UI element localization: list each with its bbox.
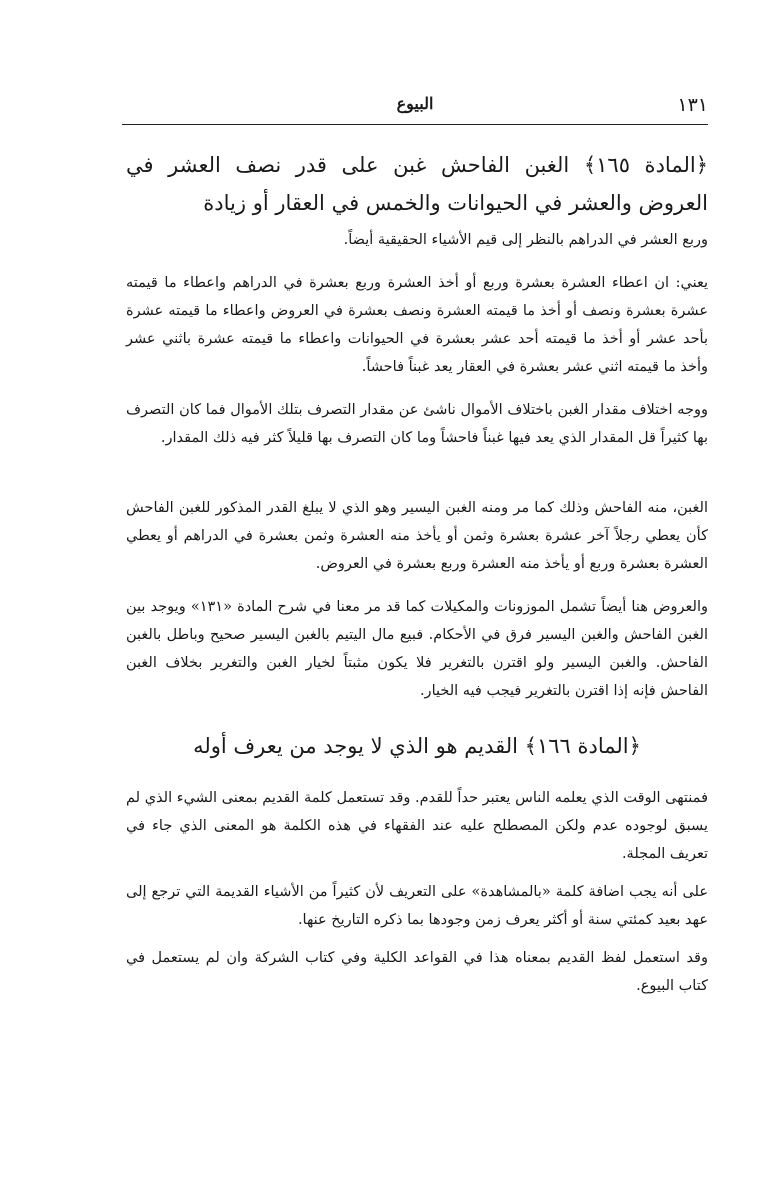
article-166-paragraph-2: على أنه يجب اضافة كلمة «بالمشاهدة» على التعريف لأن كثيراً من الأشياء القديمة التي ترجع إلى عهد بعيد كمئتي سنة أو أكثر يعرف زمن وجودها بما ذكره التاريخ عنها. bbox=[126, 884, 708, 928]
article-165-paragraph-4: الغبن، منه الفاحش وذلك كما مر ومنه الغبن اليسير وهو الذي لا يبلغ القدر المذكور للغبن الفاحش كأن يعطي رجلاً آخر عشرة بعشرة وثمن أو يأخذ منه العشرة وثمن بعشرة في الدراهم أو يعطي العشرة بعشرة وربع أو يأخذ منه العشرة وربع بعشرة في العروض. bbox=[126, 500, 708, 572]
article-166-paragraph-1: فمنتهى الوقت الذي يعلمه الناس يعتبر حداً للقدم. وقد تستعمل كلمة القديم بمعنى الشيء الذي لم يسبق لوجوده عدم ولكن المصطلح عليه عند الفقهاء في هذه الكلمة هو المعنى الذي جاء في تعريف المجلة. bbox=[126, 790, 708, 862]
article-166-title: ﴿المادة ١٦٦﴾ القديم هو الذي لا يوجد من يعرف أوله bbox=[193, 734, 641, 758]
article-165-paragraph-3: ووجه اختلاف مقدار الغبن باختلاف الأموال ناشئ عن مقدار التصرف بتلك الأموال فما كان التصرف بها كثيراً قل المقدار الذي يعد فيها غبناً فاحشاً وما كان التصرف بها قليلاً كثر فيه ذلك المقدار. bbox=[126, 402, 708, 446]
article-166-paragraph-3: وقد استعمل لفظ القديم بمعناه هذا في القواعد الكلية وفي كتاب الشركة وان لم يستعمل في كتاب البيوع. bbox=[126, 950, 708, 994]
header-divider bbox=[122, 124, 708, 125]
running-title: البيوع bbox=[396, 94, 434, 113]
article-165-title: ﴿المادة ١٦٥﴾ الغبن الفاحش غبن على قدر نصف العشر في العروض والعشر في الحيوانات والخمس في العقار أو زيادة bbox=[126, 153, 708, 215]
article-165-paragraph-2: يعني: ان اعطاء العشرة بعشرة وربع أو أخذ العشرة وربع بعشرة في الدراهم واعطاء ما قيمته عشرة بعشرة ونصف أو أخذ ما قيمته العشرة ونصف بعشرة في العروض واعطاء ما قيمته عشرة بأحد عشر أو أخذ ما قيمته أحد عشر بعشرة في الحيوانات واعطاء ما قيمته عشرة باثني عشر وأخذ ما قيمته اثني عشر بعشرة في العقار يعد غبناً فاحشاً. bbox=[126, 275, 708, 375]
page-header bbox=[122, 92, 708, 122]
article-165-paragraph-5: والعروض هنا أيضاً تشمل الموزونات والمكيلات كما قد مر معنا في شرح المادة «١٣١» ويوجد بين الغبن الفاحش والغبن اليسير فرق في الأحكام. فبيع مال اليتيم بالغبن اليسير صحيح وباطل بالغبن الفاحش. والغبن اليسير ولو اقترن بالتغرير فلا يكون مثبتاً لخيار الغبن والتغرير بخلاف الغبن الفاحش فإنه إذا اقترن بالتغرير فيجب فيه الخيار. bbox=[126, 599, 708, 699]
article-165-paragraph-1: وربع العشر في الدراهم بالنظر إلى قيم الأشياء الحقيقية أيضاً. bbox=[343, 232, 708, 248]
page-number: ١٣١ bbox=[677, 94, 708, 116]
